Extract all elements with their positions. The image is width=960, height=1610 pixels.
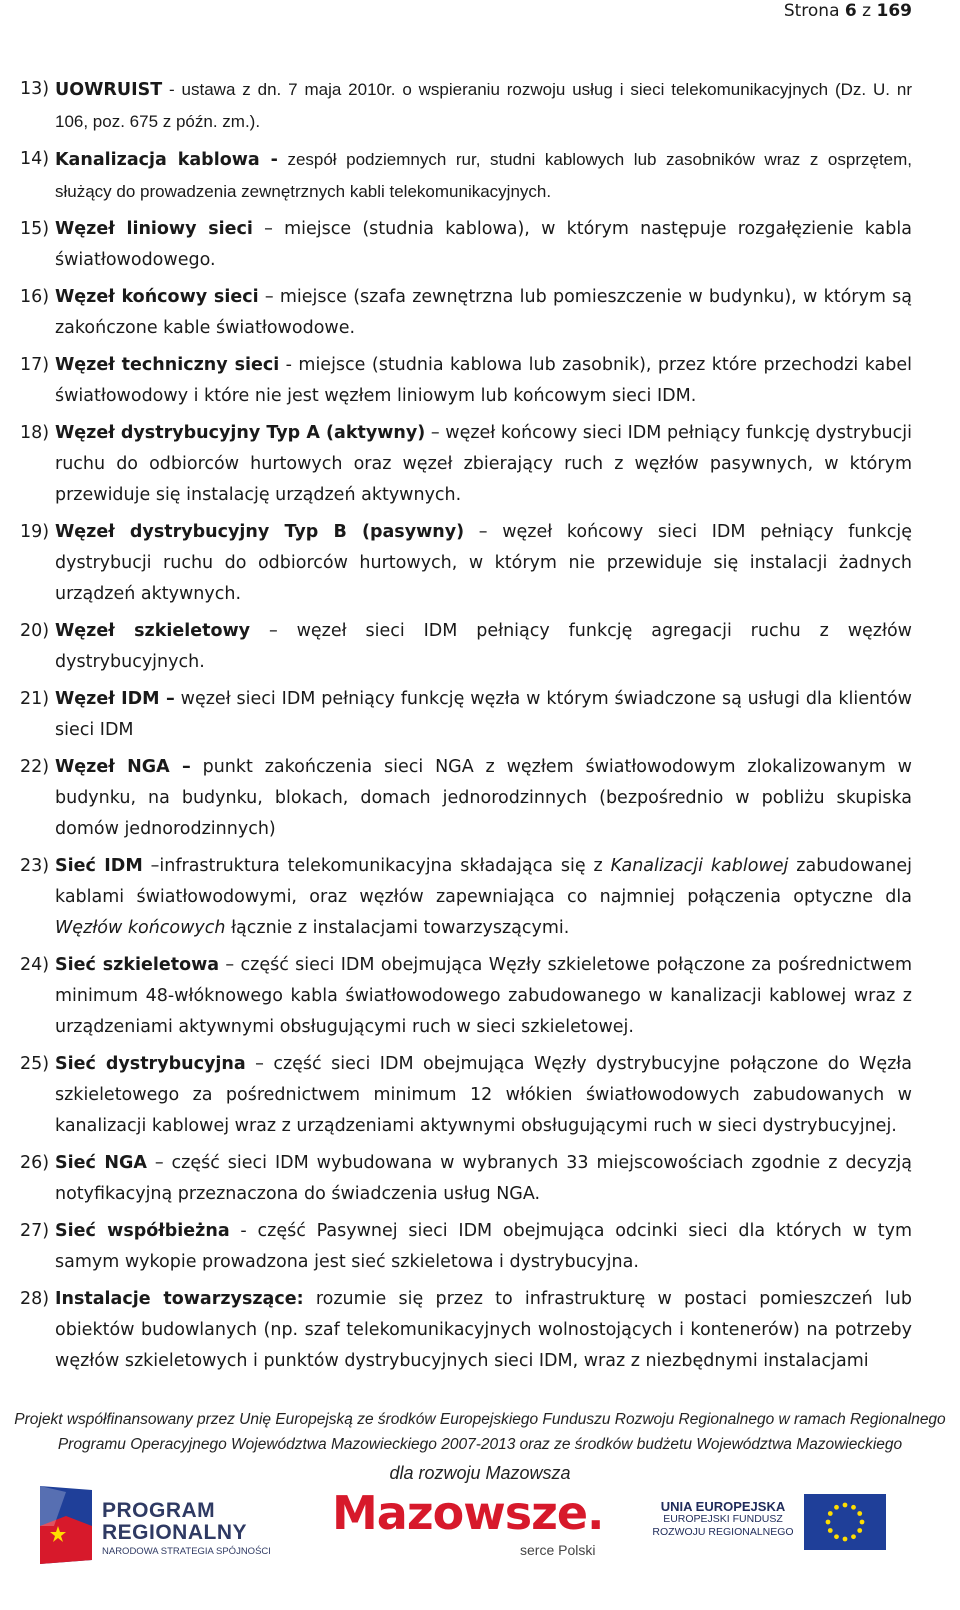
- item-number: 25): [20, 1054, 50, 1074]
- definition-text: – węzeł końcowy sieci IDM pełniący funkcję dystrybucji ruchu do odbiorców hurtowych, w którym nie przewiduje się instalacji żadnych urządzeń aktywnych.: [55, 522, 912, 604]
- item-number: 28): [20, 1289, 50, 1309]
- term: UOWRUIST: [55, 80, 163, 100]
- eu-star-icon: [860, 1520, 865, 1525]
- mazowsze-wordmark: Mazowsze.: [332, 1486, 604, 1540]
- definition-text: punkt zakończenia sieci NGA z węzłem światłowodowym zlokalizowanym w budynku, na budynku, blokach, domach jednorodzinnych (bezpośrednio w pobliżu skupiska domów jednorodzinnych): [55, 757, 912, 839]
- current-page: 6: [844, 1, 857, 21]
- eu-star-icon: [834, 1505, 839, 1510]
- definition-item: [20, 214, 912, 276]
- definition-text: - ustawa z dn. 7 maja 2010r. o wspieraniu rozwoju usług i sieci telekomunikacyjnych (Dz. U. nr 106, poz. 675 z późn. zm.).: [55, 80, 912, 131]
- footer-logos: [0, 1486, 960, 1610]
- definition-item: [20, 1216, 912, 1278]
- eu-star-icon: [828, 1511, 833, 1516]
- eu-star-icon: [834, 1534, 839, 1539]
- item-number: 21): [20, 689, 50, 709]
- item-number: 18): [20, 423, 50, 443]
- definition-item: [20, 418, 912, 511]
- definition-item: [20, 1284, 912, 1377]
- term: Węzeł dystrybucyjny Typ B (pasywny): [55, 522, 465, 542]
- eu-star-icon: [843, 1503, 848, 1508]
- term: Sieć współbieżna: [55, 1221, 230, 1241]
- program-regionalny-logo: [36, 1486, 296, 1566]
- item-number: 20): [20, 621, 50, 641]
- item-number: 16): [20, 287, 50, 307]
- definition-item: [20, 74, 912, 138]
- eu-logo: [648, 1494, 908, 1564]
- definition-item: [20, 517, 912, 610]
- definition-text: –infrastruktura telekomunikacyjna składająca się z: [142, 856, 611, 876]
- definition-item: [20, 350, 912, 412]
- item-number: 26): [20, 1153, 50, 1173]
- item-number: 27): [20, 1221, 50, 1241]
- eu-star-icon: [828, 1528, 833, 1533]
- term: Sieć IDM: [55, 856, 143, 876]
- eu-star-icon: [826, 1520, 831, 1525]
- definition-text: - część Pasywnej sieci IDM obejmująca odcinki sieci dla których w tym samym wykopie prowadzona jest sieć szkieletowa i dystrybucyjna.: [55, 1221, 912, 1272]
- item-number: 23): [20, 856, 50, 876]
- program-regionalny-flag-icon: [36, 1486, 92, 1564]
- term: Węzeł szkieletowy: [55, 621, 251, 641]
- eu-star-icon: [851, 1534, 856, 1539]
- definition-text: – część sieci IDM obejmująca Węzły dystrybucyjne połączone do Węzła szkieletowego za pośrednictwem minimum 12 włókien światłowodowych zabudowanych w kanalizacji kablowej wraz z urządzeniami aktywnymi obsługującymi ruch w sieci dystrybucyjnej.: [55, 1054, 912, 1136]
- definition-text: - miejsce (studnia kablowa lub zasobnik), przez które przechodzi kabel światłowodowy i które nie jest węzłem liniowym lub końcowym sieci IDM.: [55, 355, 912, 406]
- eu-logo-text: UNIA EUROPEJSKA EUROPEJSKI FUNDUSZ ROZWOJU REGIONALNEGO: [652, 1499, 794, 1538]
- item-number: 19): [20, 522, 50, 542]
- eu-star-icon: [843, 1537, 848, 1542]
- definition-text: węzeł sieci IDM pełniący funkcję węzła w którym świadczone są usługi dla klientów sieci IDM: [55, 689, 912, 740]
- term: Węzeł dystrybucyjny Typ A (aktywny): [55, 423, 426, 443]
- definition-text: – węzeł końcowy sieci IDM pełniący funkcję dystrybucji ruchu do odbiorców hurtowych oraz węzeł zbierający ruch z węzłów pasywnych, w którym przewiduje się instalację urządzeń aktywnych.: [55, 423, 912, 505]
- definition-text: – węzeł sieci IDM pełniący funkcję agregacji ruchu z węzłów dystrybucyjnych.: [55, 621, 912, 672]
- eu-star-icon: [857, 1528, 862, 1533]
- definition-item: [20, 1148, 912, 1210]
- definition-text: łącznie z instalacjami towarzyszącymi.: [225, 918, 570, 938]
- term: Węzeł liniowy sieci: [55, 219, 253, 239]
- page-number: [784, 0, 912, 22]
- eu-flag-icon: [804, 1494, 886, 1550]
- program-regionalny-subtitle: NARODOWA STRATEGIA SPÓJNOŚCI: [102, 1546, 271, 1557]
- term: Węzeł IDM –: [55, 689, 175, 709]
- item-number: 13): [20, 79, 50, 99]
- item-number: 15): [20, 219, 50, 239]
- definition-text: – miejsce (studnia kablowa), w którym następuje rozgałęzienie kabla światłowodowego.: [55, 219, 912, 270]
- document-body: [20, 74, 912, 1383]
- emphasis: Kanalizacji kablowej: [610, 856, 789, 876]
- definition-text: – część sieci IDM wybudowana w wybranych 33 miejscowościach zgodnie z decyzją notyfikacyjną przeznaczona do świadczenia usług NGA.: [55, 1153, 912, 1204]
- term: Instalacje towarzyszące:: [55, 1289, 304, 1309]
- emphasis: Węzłów końcowych: [55, 918, 226, 938]
- definition-item: [20, 684, 912, 746]
- definition-text: zabudowanej kablami światłowodowymi, oraz węzłów zapewniająca co najmniej połączenia optyczne dla: [55, 856, 912, 907]
- definition-text: – miejsce (szafa zewnętrzna lub pomieszczenie w budynku), w którym są zakończone kable światłowodowe.: [55, 287, 912, 338]
- page-label: Strona: [783, 1, 840, 21]
- item-number: 14): [20, 149, 50, 169]
- mazowsze-tagline: serce Polski: [520, 1542, 596, 1558]
- definition-item: [20, 950, 912, 1043]
- page-sep: z: [862, 1, 872, 21]
- item-number: 17): [20, 355, 50, 375]
- definition-item: [20, 616, 912, 678]
- footer-line-3: dla rozwoju Mazowsza: [389, 1463, 571, 1483]
- total-pages: 169: [876, 1, 912, 21]
- footer-line-2: Programu Operacyjnego Województwa Mazowieckiego 2007-2013 oraz ze środków budżetu Województwa Mazowieckiego: [57, 1436, 903, 1453]
- item-number: 22): [20, 757, 50, 777]
- definition-text: zespół podziemnych rur, studni kablowych lub zasobników wraz z osprzętem, służący do prowadzenia zewnętrznych kabli telekomunikacyjnych.: [55, 150, 912, 201]
- term: Węzeł NGA –: [55, 757, 191, 777]
- eu-star-icon: [851, 1505, 856, 1510]
- definition-text: – część sieci IDM obejmująca Węzły szkieletowe połączone za pośrednictwem minimum 48-włóknowego kabla światłowodowego zabudowanego w kanalizacji kablowej wraz z urządzeniami aktywnymi obsługującymi ruch w sieci szkieletowej.: [55, 955, 912, 1037]
- term: Węzeł końcowy sieci: [55, 287, 259, 307]
- term: Sieć szkieletowa: [55, 955, 220, 975]
- definition-text: rozumie się przez to infrastrukturę w postaci pomieszczeń lub obiektów budowlanych (np. szaf telekomunikacyjnych wolnostojących i kontenerów) na potrzeby węzłów szkieletowych i punktów dystrybucyjnych sieci IDM, wraz z niezbędnymi instalacjami: [55, 1289, 912, 1371]
- definition-item: [20, 752, 912, 845]
- eu-star-icon: [857, 1511, 862, 1516]
- definition-item: [20, 282, 912, 344]
- term: Sieć NGA: [55, 1153, 147, 1173]
- term: Sieć dystrybucyjna: [55, 1054, 246, 1074]
- item-number: 24): [20, 955, 50, 975]
- definition-item: [20, 1049, 912, 1142]
- footer-line-1: Projekt współfinansowany przez Unię Europejską ze środków Europejskiego Funduszu Rozwoju Regionalnego w ramach Regionalnego: [14, 1411, 946, 1428]
- term: Węzeł techniczny sieci: [55, 355, 280, 375]
- definition-item: [20, 144, 912, 208]
- term: Kanalizacja kablowa -: [55, 150, 278, 170]
- definition-item: [20, 851, 912, 944]
- definitions-list: [20, 74, 912, 1377]
- program-regionalny-title: PROGRAM REGIONALNY: [102, 1499, 248, 1544]
- mazowsze-logo: [332, 1486, 622, 1566]
